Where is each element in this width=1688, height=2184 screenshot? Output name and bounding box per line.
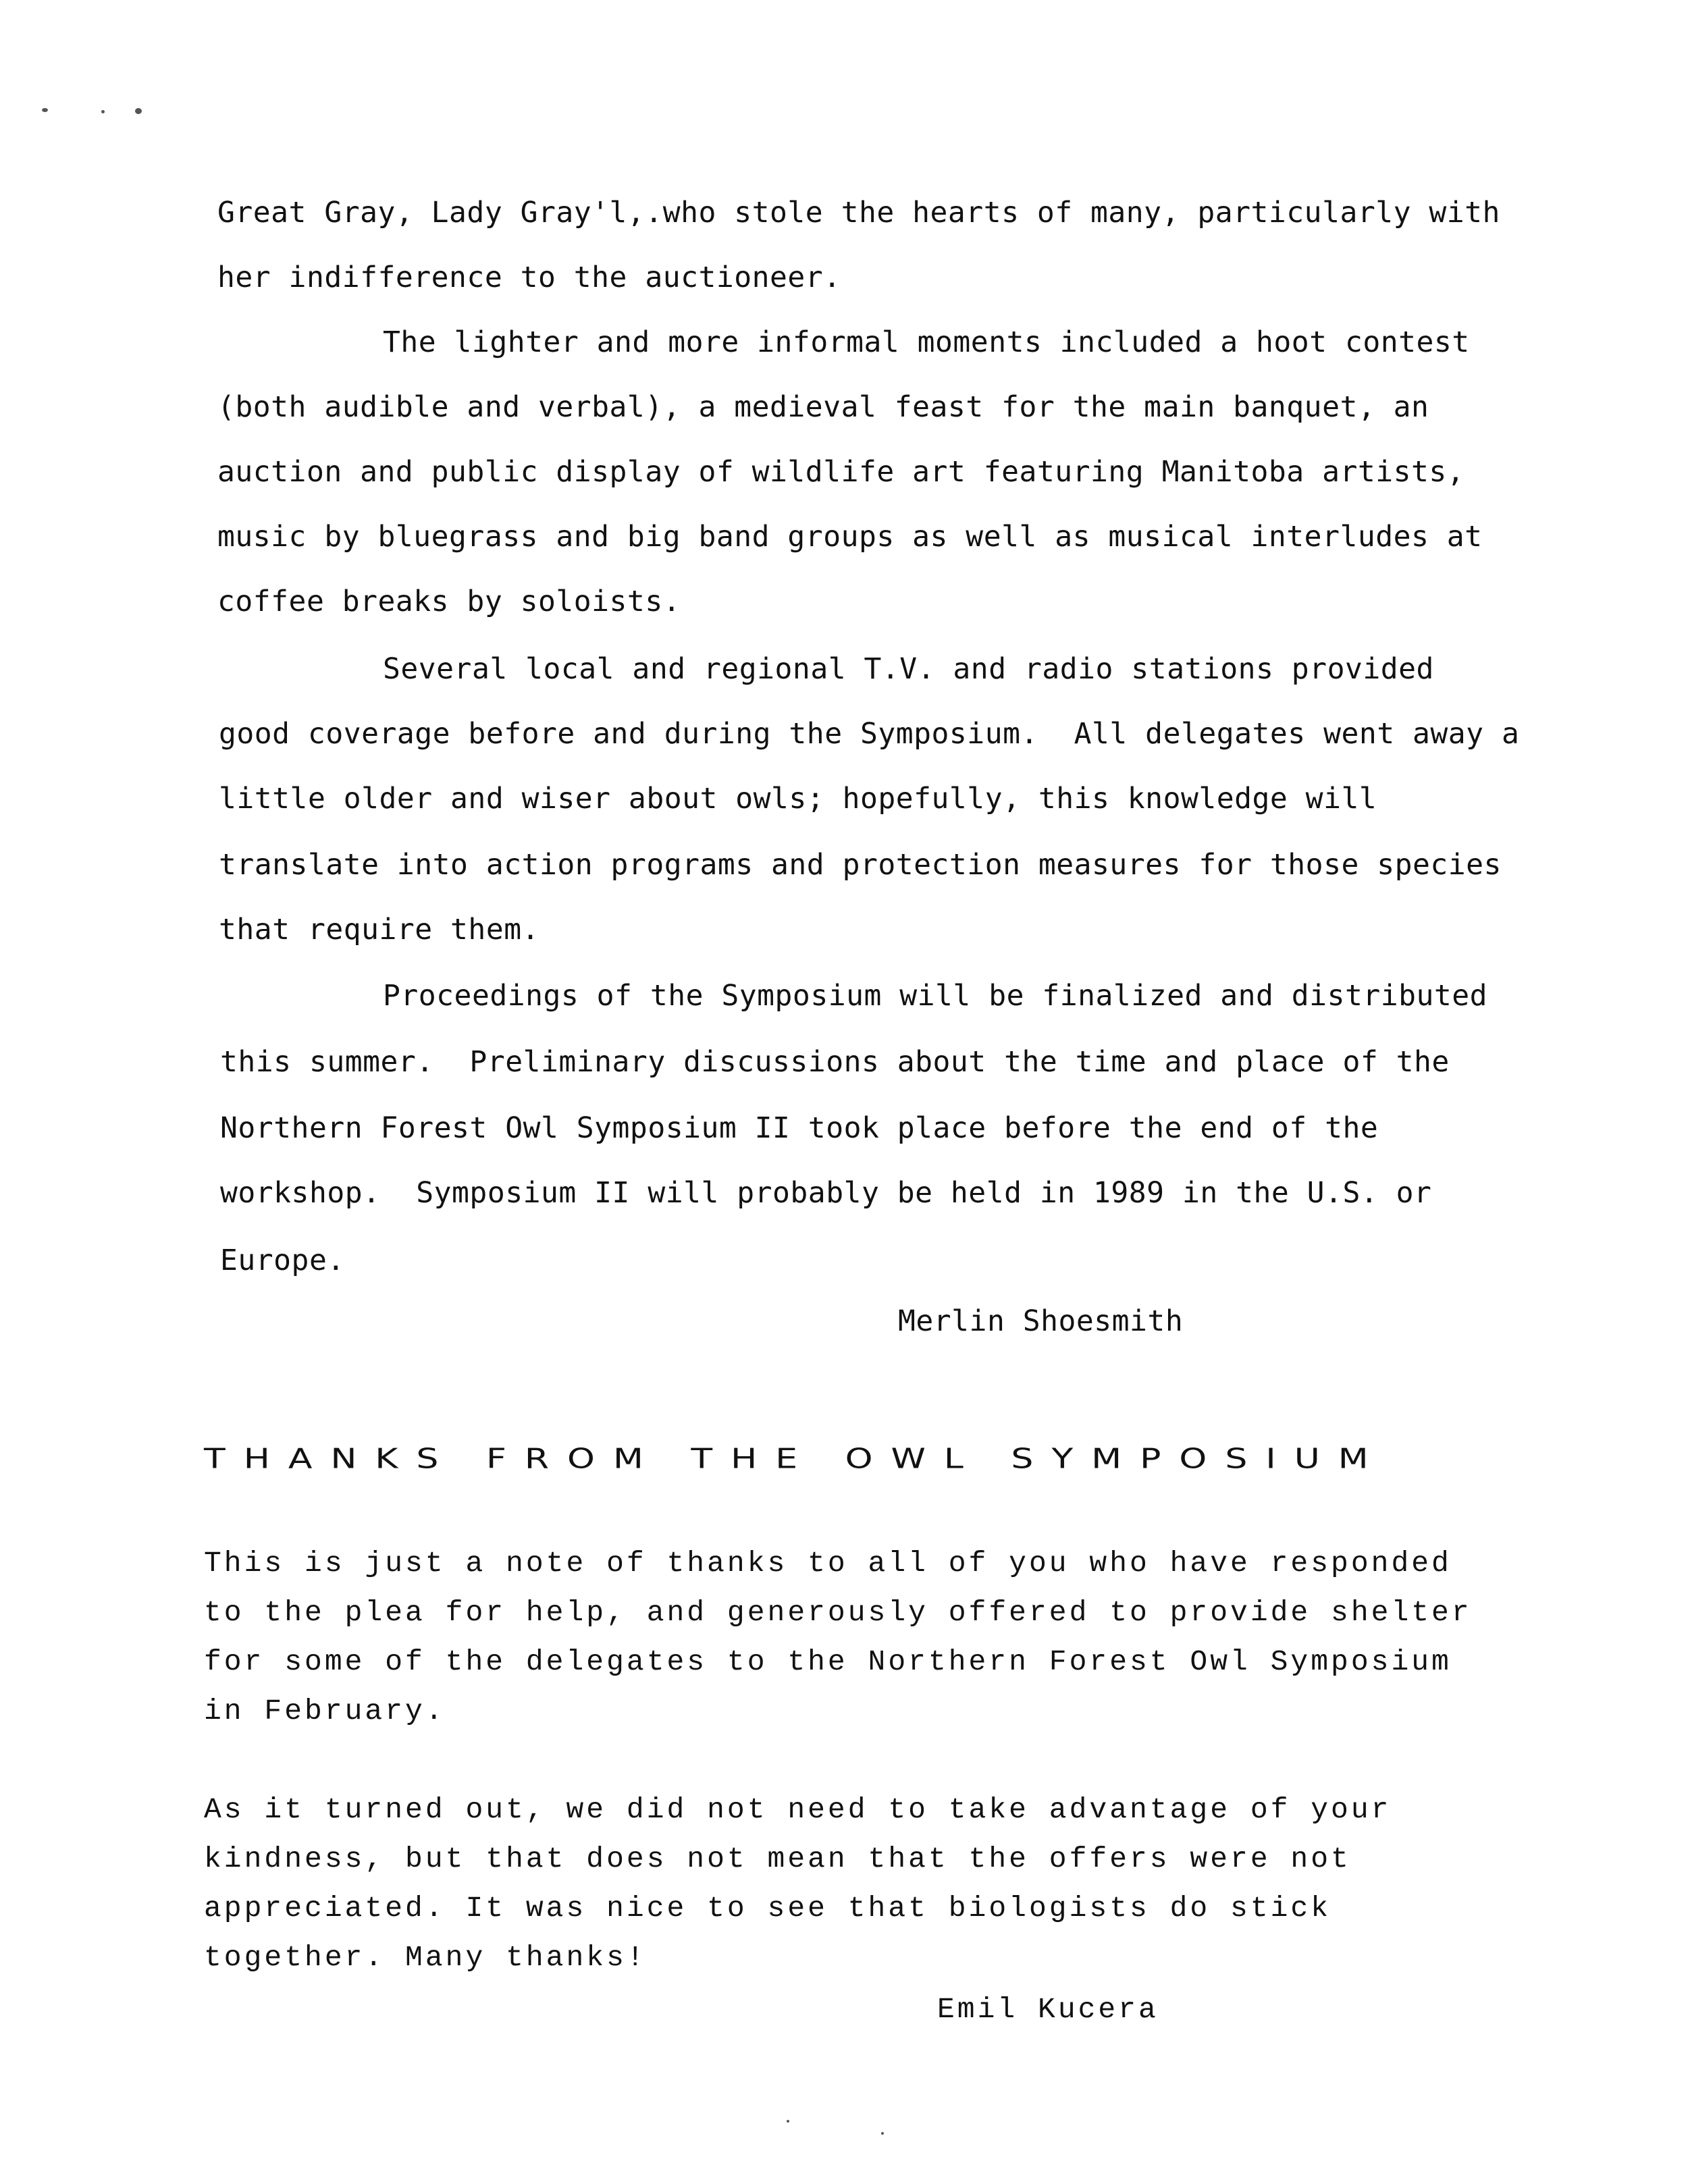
article-line: coffee breaks by soloists. <box>217 585 681 618</box>
note-author: Emil Kucera <box>937 1993 1159 2026</box>
scan-speck <box>881 2132 884 2135</box>
article-line: The lighter and more informal moments included a hoot contest <box>383 325 1470 359</box>
article-line: (both audible and verbal), a medieval feast for the main banquet, an <box>217 390 1429 424</box>
note-line: for some of the delegates to the Northern Forest Owl Symposium <box>204 1645 1452 1678</box>
article-line: this summer. Preliminary discussions about the time and place of the <box>220 1045 1450 1079</box>
article-line: little older and wiser about owls; hopefully, this knowledge will <box>219 782 1377 816</box>
article-line: translate into action programs and protection measures for those species <box>219 848 1502 882</box>
article-line: that require them. <box>219 913 539 947</box>
note-line: kindness, but that does not mean that the offers were not <box>204 1842 1351 1875</box>
article-line: Several local and regional T.V. and radio stations provided <box>383 652 1434 686</box>
article-line: Northern Forest Owl Symposium II took place before the end of the <box>220 1111 1379 1145</box>
scan-speck <box>101 110 105 113</box>
article-line: Proceedings of the Symposium will be finalized and distributed <box>383 979 1488 1013</box>
note-line: As it turned out, we did not need to take advantage of your <box>204 1793 1392 1826</box>
article-line: good coverage before and during the Symposium. All delegates went away a <box>219 717 1520 751</box>
article-line: workshop. Symposium II will probably be held in 1989 in the U.S. or <box>220 1176 1432 1210</box>
note-line: together. Many thanks! <box>204 1941 647 1974</box>
note-line: This is just a note of thanks to all of you who have responded <box>204 1547 1452 1580</box>
section-heading: THANKS FROM THE OWL SYMPOSIUM <box>204 1443 1387 1475</box>
scan-speck <box>42 108 48 112</box>
article-author: Merlin Shoesmith <box>898 1304 1184 1338</box>
scan-speck <box>135 108 142 114</box>
scan-speck <box>787 2120 789 2123</box>
article-line: Great Gray, Lady Gray'l,.who stole the hearts of many, particularly with <box>217 196 1500 230</box>
article-line: music by bluegrass and big band groups as well as musical interludes at <box>217 520 1483 554</box>
note-line: to the plea for help, and generously offered to provide shelter <box>204 1596 1472 1629</box>
note-line: in February. <box>204 1695 446 1728</box>
article-line: auction and public display of wildlife art featuring Manitoba artists, <box>217 455 1465 489</box>
note-line: appreciated. It was nice to see that biologists do stick <box>204 1892 1331 1925</box>
article-line: Europe. <box>220 1244 345 1277</box>
article-line: her indifference to the auctioneer. <box>217 261 841 294</box>
